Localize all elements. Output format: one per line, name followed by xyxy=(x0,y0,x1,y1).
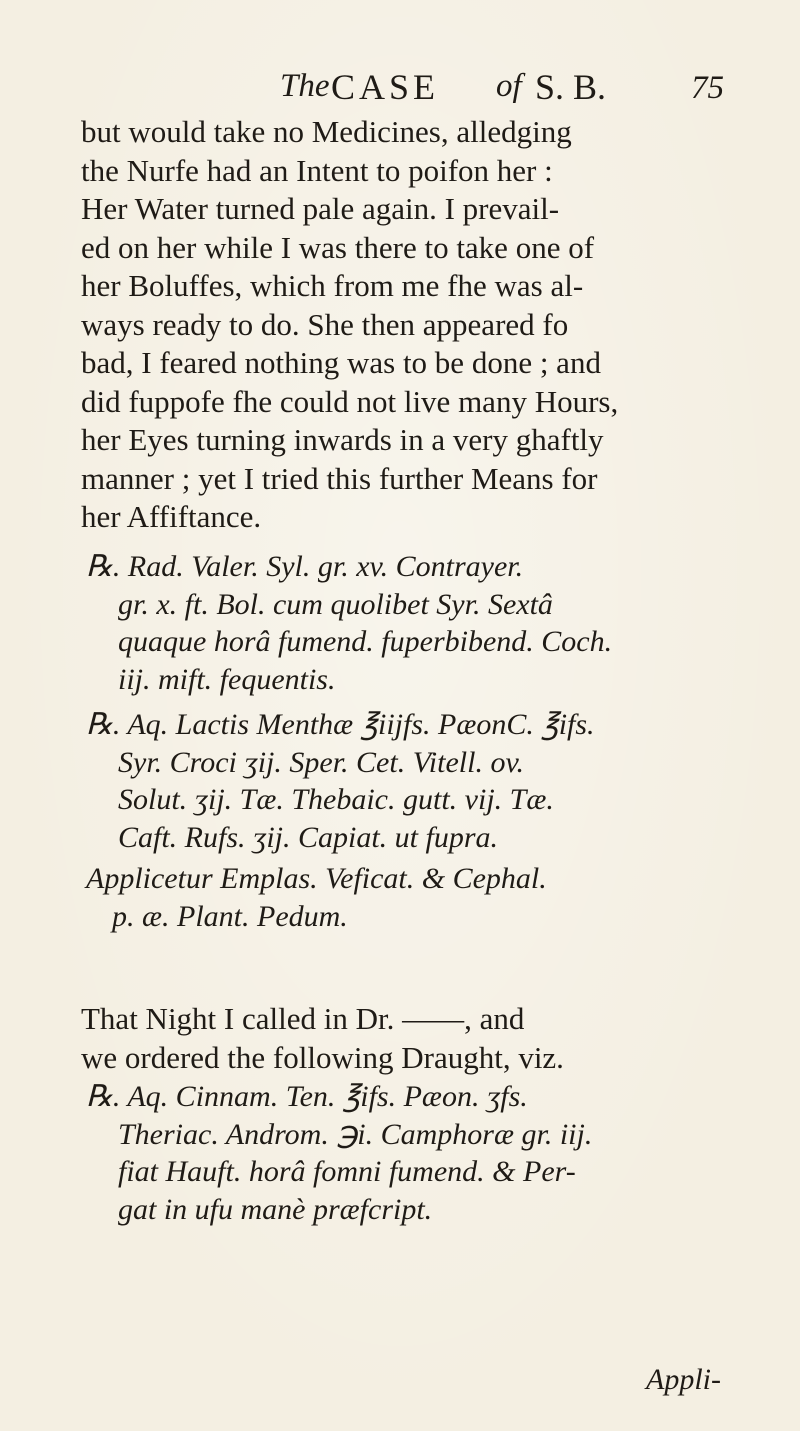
text-line: ways ready to do. She then appeared fo xyxy=(81,306,569,342)
text-line: we ordered the following Draught, viz. xyxy=(81,1039,564,1075)
prescription-line: Applicetur Emplas. Veficat. & Cephal. xyxy=(86,862,547,895)
prescription-line: Caft. Rufs. ʒij. Capiat. ut fupra. xyxy=(118,820,499,854)
text-line: That Night I called in Dr. ——, and xyxy=(81,1001,525,1036)
prescription-line: ℞. Aq. Lactis Menthæ ℥iijfs. PæonC. ℥ifs. xyxy=(86,708,595,741)
prescription-line: gat in ufu manè præfcript. xyxy=(118,1192,433,1226)
prescription-line: ℞. Aq. Cinnam. Ten. ℥ifs. Pæon. ʒfs. xyxy=(86,1080,528,1113)
prescription-line: Solut. ʒij. Tæ. Thebaic. gutt. vij. Tæ. xyxy=(118,783,554,816)
text-line: but would take no Medicines, alledging xyxy=(81,114,572,149)
running-head-of: of xyxy=(496,68,522,104)
catchword: Appli- xyxy=(646,1363,721,1396)
prescription-1 xyxy=(86,548,746,698)
prescription-line: quaque horâ fumend. fuperbibend. Coch. xyxy=(118,625,613,658)
text-line: her Boluffes, which from me fhe was al- xyxy=(81,268,584,303)
page-number: 75 xyxy=(691,70,724,106)
text-line: Her Water turned pale again. I prevail- xyxy=(81,191,560,226)
running-head xyxy=(0,66,800,116)
prescription-line: Syr. Croci ʒij. Sper. Cet. Vitell. ov. xyxy=(118,745,525,779)
prescription-line: p. æ. Plant. Pedum. xyxy=(112,899,348,933)
prescription-line: gr. x. ft. Bol. cum quolibet Syr. Sextâ xyxy=(118,587,553,621)
prescription-3 xyxy=(86,860,746,935)
prescription-4 xyxy=(86,1078,746,1228)
text-line: ed on her while I was there to take one of xyxy=(81,229,595,265)
text-line: bad, I feared nothing was to be done ; and xyxy=(81,345,601,380)
running-head-case: CASE xyxy=(331,67,440,107)
text-line: did fuppofe fhe could not live many Hours, xyxy=(81,383,619,419)
prescription-line: ℞. Rad. Valer. Syl. gr. xv. Contrayer. xyxy=(86,550,524,583)
text-line: manner ; yet I tried this further Means for xyxy=(81,460,598,496)
prescription-line: Theriac. Androm. ℈i. Camphoræ gr. iij. xyxy=(118,1117,593,1151)
text-line: her Affiftance. xyxy=(81,499,262,534)
text-line: her Eyes turning inwards in a very ghaftly xyxy=(81,422,604,457)
paragraph-2 xyxy=(81,1000,741,1077)
running-head-initials: S. B. xyxy=(535,67,607,107)
prescription-2 xyxy=(86,706,746,856)
prescription-line: fiat Hauft. horâ fomni fumend. & Per- xyxy=(118,1155,576,1188)
text-line: the Nurfe had an Intent to poifon her : xyxy=(81,152,553,188)
paragraph-1 xyxy=(81,113,741,537)
running-head-the: The xyxy=(280,68,330,104)
prescription-line: iij. mift. fequentis. xyxy=(118,662,336,696)
